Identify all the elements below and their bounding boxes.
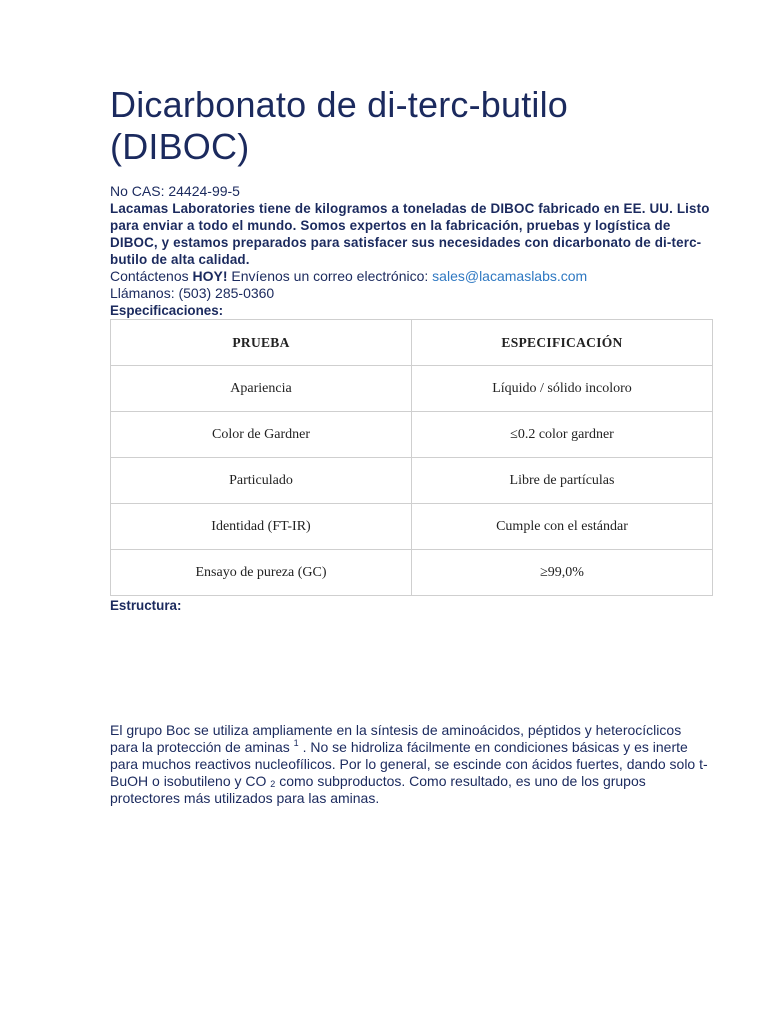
table-row	[111, 366, 713, 412]
test-cell: Ensayo de pureza (GC)	[111, 550, 412, 596]
spec-cell: Libre de partículas	[412, 458, 713, 504]
phone-line: Llámanos: (503) 285-0360	[110, 285, 275, 301]
title-line-2: (DIBOC)	[110, 126, 250, 167]
footnote-1: 1	[293, 738, 299, 748]
description-paragraph	[110, 722, 713, 807]
intro-paragraph: Lacamas Laboratories tiene de kilogramos a toneladas de DIBOC fabricado en EE. UU. Listo para enviar a todo el mundo. Somos expertos en la fabricación, pruebas y logística de DIBOC, y estamos preparados para satisfacer sus necesidades con dicarbonato de di-terc-butilo de alta calidad.	[110, 201, 710, 267]
header-specification: ESPECIFICACIÓN	[412, 320, 713, 366]
spec-cell: Líquido / sólido incoloro	[412, 366, 713, 412]
description-part-3: como subproductos. Como resultado, es uno de los grupos protectores más utilizados para las aminas.	[110, 773, 646, 806]
test-cell: Apariencia	[111, 366, 412, 412]
contact-middle: Envíenos un correo electrónico:	[227, 268, 433, 284]
spec-cell: Cumple con el estándar	[412, 504, 713, 550]
title-line-1: Dicarbonato de di-terc-butilo	[110, 84, 569, 125]
test-cell: Particulado	[111, 458, 412, 504]
specifications-table	[110, 319, 713, 596]
table-row	[111, 412, 713, 458]
table-row	[111, 458, 713, 504]
co2-subscript: 2	[270, 779, 276, 789]
contact-prefix: Contáctenos	[110, 268, 193, 284]
test-cell: Identidad (FT-IR)	[111, 504, 412, 550]
test-cell: Color de Gardner	[111, 412, 412, 458]
structure-heading: Estructura:	[110, 598, 182, 613]
contact-line	[110, 268, 713, 285]
spec-cell: ≤0.2 color gardner	[412, 412, 713, 458]
description-part-2: . No se hidroliza fácilmente en condiciones básicas y es inerte para muchos reactivos nucleofílicos. Por lo general, se escinde con ácidos fuertes, dando solo t-BuOH o isobutileno y CO	[110, 739, 708, 789]
cas-number: No CAS: 24424-99-5	[110, 183, 240, 199]
table-header-row	[111, 320, 713, 366]
header-test: PRUEBA	[111, 320, 412, 366]
structure-image-placeholder	[110, 614, 713, 722]
specifications-heading: Especificaciones:	[110, 303, 224, 318]
email-link[interactable]: sales@lacamaslabs.com	[432, 268, 588, 284]
table-row	[111, 504, 713, 550]
description-part-1: El grupo Boc se utiliza ampliamente en la síntesis de aminoácidos, péptidos y heterocíclicos para la protección de aminas	[110, 722, 682, 755]
page-title	[110, 84, 713, 168]
contact-hoy: HOY!	[192, 268, 228, 284]
table-row	[111, 550, 713, 596]
spec-cell: ≥99,0%	[412, 550, 713, 596]
document-page	[110, 84, 713, 807]
